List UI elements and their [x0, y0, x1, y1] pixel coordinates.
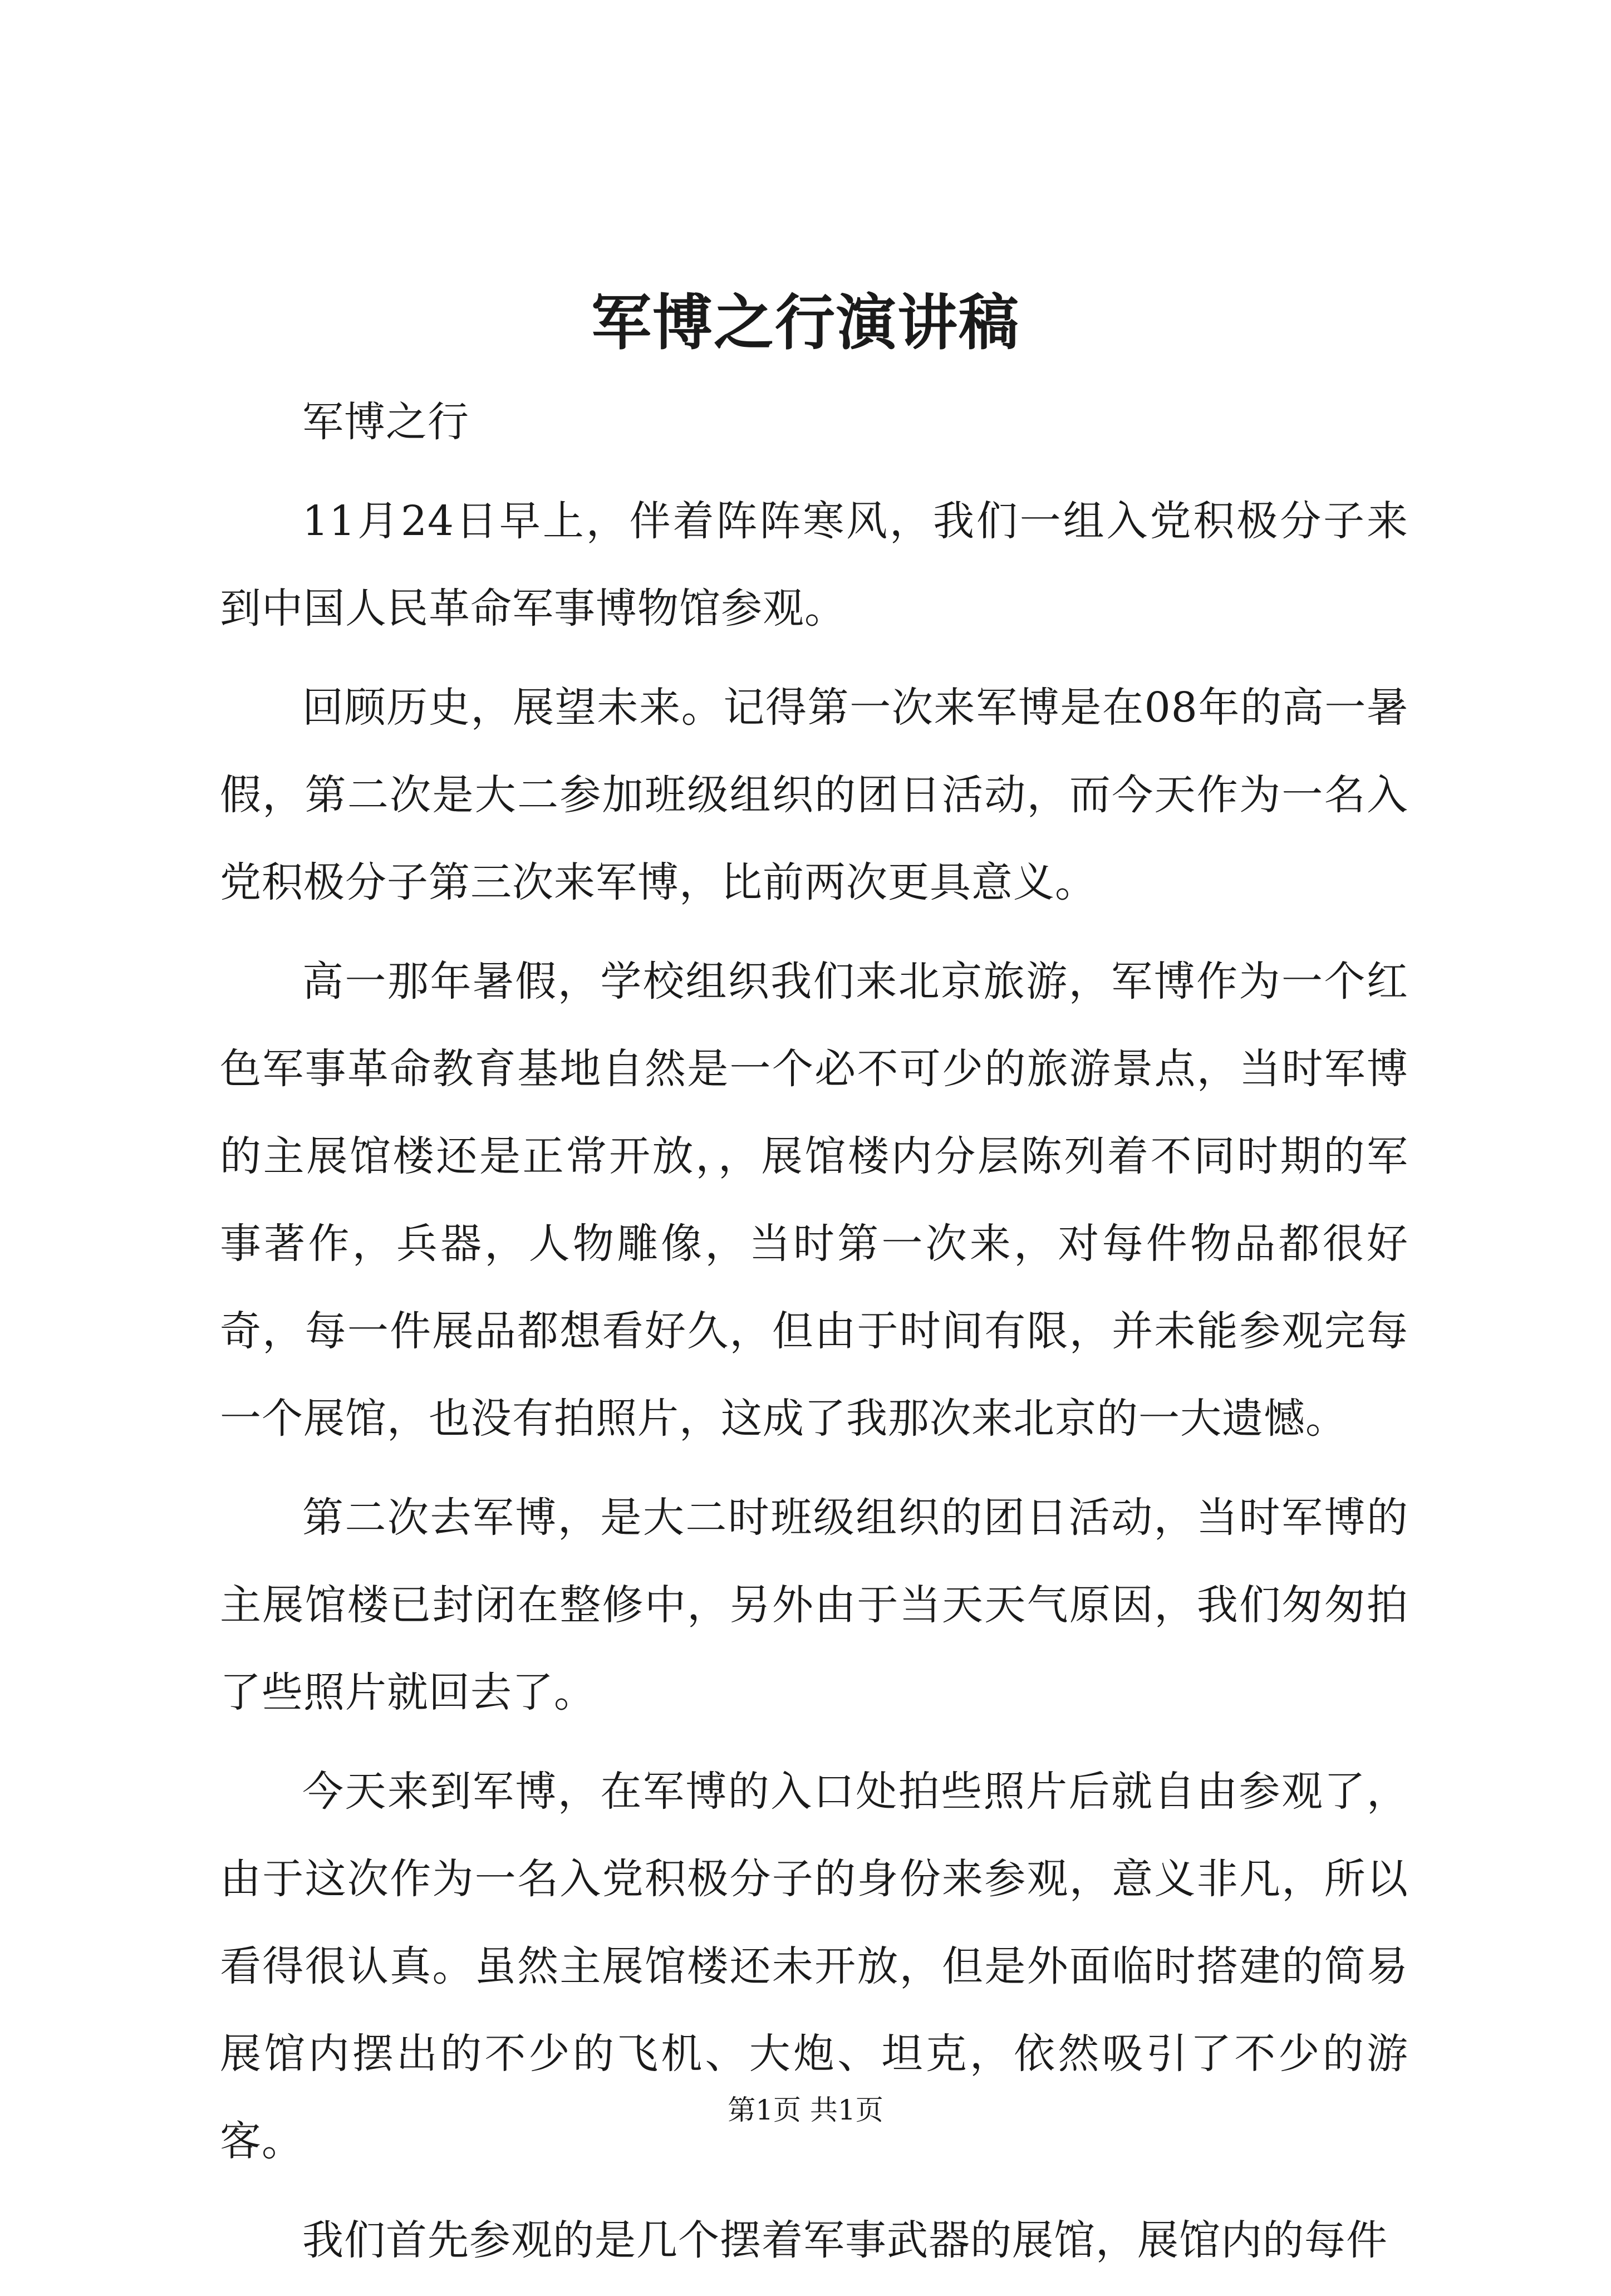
paragraph-4: 高一那年暑假，学校组织我们来北京旅游，军博作为一个红色军事革命教育基地自然是一个必不可少的旅游景点，当时军博的主展馆楼还是正常开放，，展馆楼内分层陈列着不同时期的军事著作，兵器，人物雕像，当时第一次来，对每件物品都很好奇，每一件展品都想看好久，但由于时间有限，并未能参观完每一个展馆，也没有拍照片，这成了我那次来北京的一大遗憾。: [220, 958, 1408, 1443]
paragraph-7: 我们首先参观的是几个摆着军事武器的展馆，展馆内的每件: [302, 2216, 1388, 2264]
paragraph-3: 回顾历史，展望未来。记得第一次来军博是在08年的高一暑假，第二次是大二参加班级组织的团日活动，而今天作为一名入党积极分子第三次来军博，比前两次更具意义。: [220, 684, 1408, 906]
paragraph-5: 第二次去军博，是大二时班级组织的团日活动，当时军博的主展馆楼已封闭在整修中，另外由于当天天气原因，我们匆匆拍了些照片就回去了。: [220, 1494, 1408, 1716]
paragraph-2: 11月24日早上，伴着阵阵寒风，我们一组入党积极分子来到中国人民革命军事博物馆参观。: [220, 497, 1408, 632]
document-title: 军博之行演讲稿: [591, 288, 1020, 358]
document-body: [220, 379, 1408, 2296]
paragraph-1: 军博之行: [302, 398, 469, 446]
paragraph-6: 今天来到军博，在军博的入口处拍些照片后就自由参观了，由于这次作为一名入党积极分子的身份来参观，意义非凡，所以看得很认真。虽然主展馆楼还未开放，但是外面临时搭建的简易展馆内摆出的不少的飞机、大炮、坦克，依然吸引了不少的游客。: [220, 1768, 1408, 2165]
page-number-footer: 第1页 共1页: [728, 2094, 883, 2126]
